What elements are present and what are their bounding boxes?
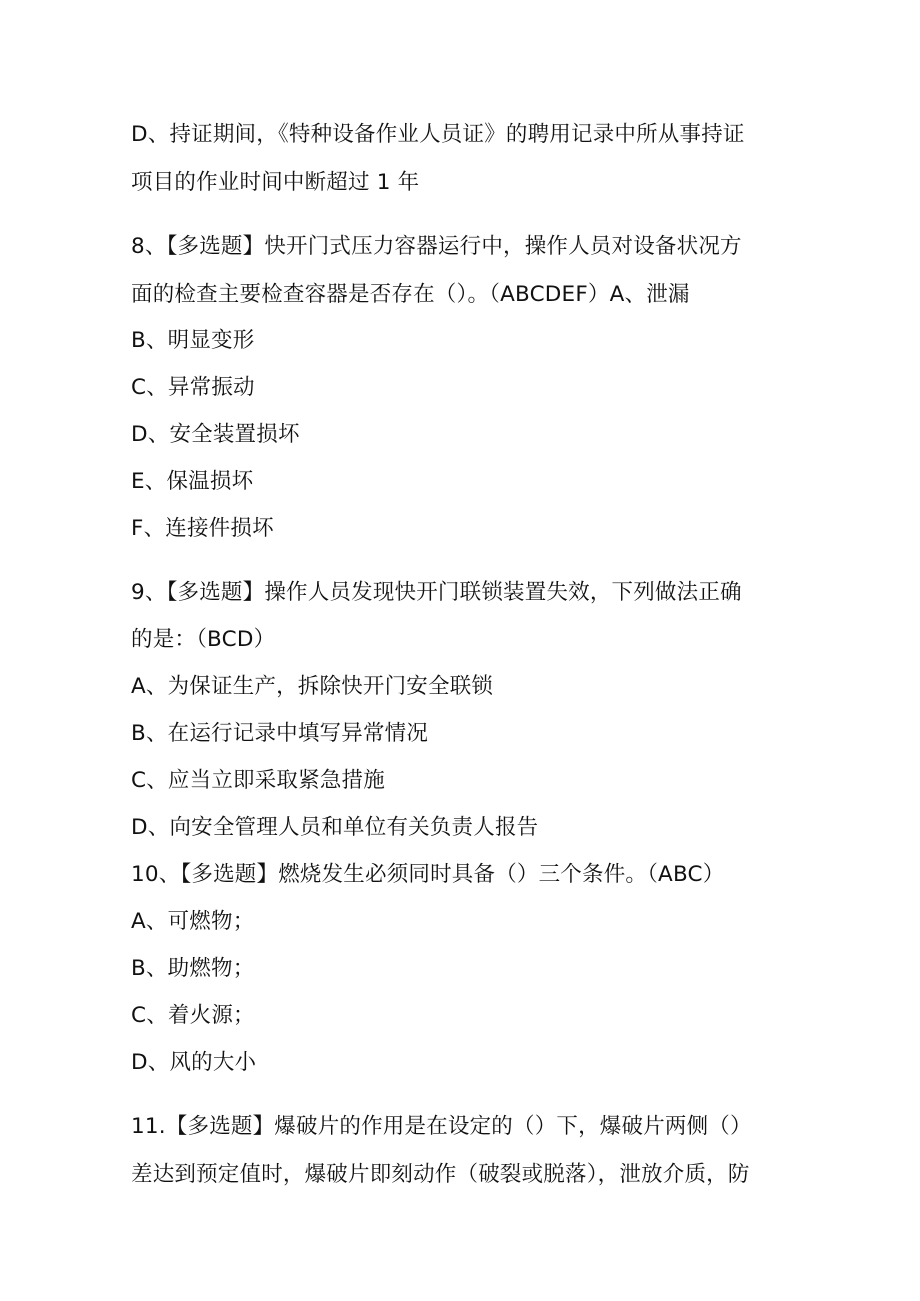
question-9-option-a: A、为保证生产，拆除快开门安全联锁	[131, 674, 494, 699]
option-d-q7-line-1: D、持证期间，《特种设备作业人员证》的聘用记录中所从事持证	[131, 122, 745, 147]
question-10-option-b: B、助燃物；	[131, 956, 255, 981]
question-8-option-c: C、异常振动	[131, 375, 255, 400]
question-9-option-d: D、向安全管理人员和单位有关负责人报告	[131, 815, 539, 840]
question-8-line-1: 8、【多选题】快开门式压力容器运行中，操作人员对设备状况方	[131, 234, 742, 259]
question-9-line-2: 的是：（BCD）	[131, 627, 276, 652]
question-8-option-d: D、安全装置损坏	[131, 422, 300, 447]
question-9-option-c: C、应当立即采取紧急措施	[131, 768, 385, 793]
question-11-line-1: 11.【多选题】爆破片的作用是在设定的（）下，爆破片两侧（）	[131, 1114, 752, 1139]
question-8-line-2: 面的检查主要检查容器是否存在（）。（ABCDEF）A、泄漏	[131, 282, 690, 307]
question-10-option-d: D、风的大小	[131, 1050, 257, 1075]
question-8-option-f: F、连接件损坏	[131, 516, 274, 541]
question-10-option-a: A、可燃物；	[131, 909, 255, 934]
option-d-q7-line-2: 项目的作业时间中断超过 1 年	[131, 170, 420, 195]
question-8-option-e: E、保温损坏	[131, 469, 254, 494]
question-10-option-c: C、着火源；	[131, 1003, 255, 1028]
question-11-line-2: 差达到预定值时，爆破片即刻动作（破裂或脱落），泄放介质，防	[131, 1162, 750, 1187]
question-8-option-b: B、明显变形	[131, 328, 255, 353]
question-10-line-1: 10、【多选题】燃烧发生必须同时具备（）三个条件。（ABC）	[131, 862, 725, 887]
question-9-option-b: B、在运行记录中填写异常情况	[131, 721, 429, 746]
question-9-line-1: 9、【多选题】操作人员发现快开门联锁装置失效，下列做法正确	[131, 580, 742, 605]
